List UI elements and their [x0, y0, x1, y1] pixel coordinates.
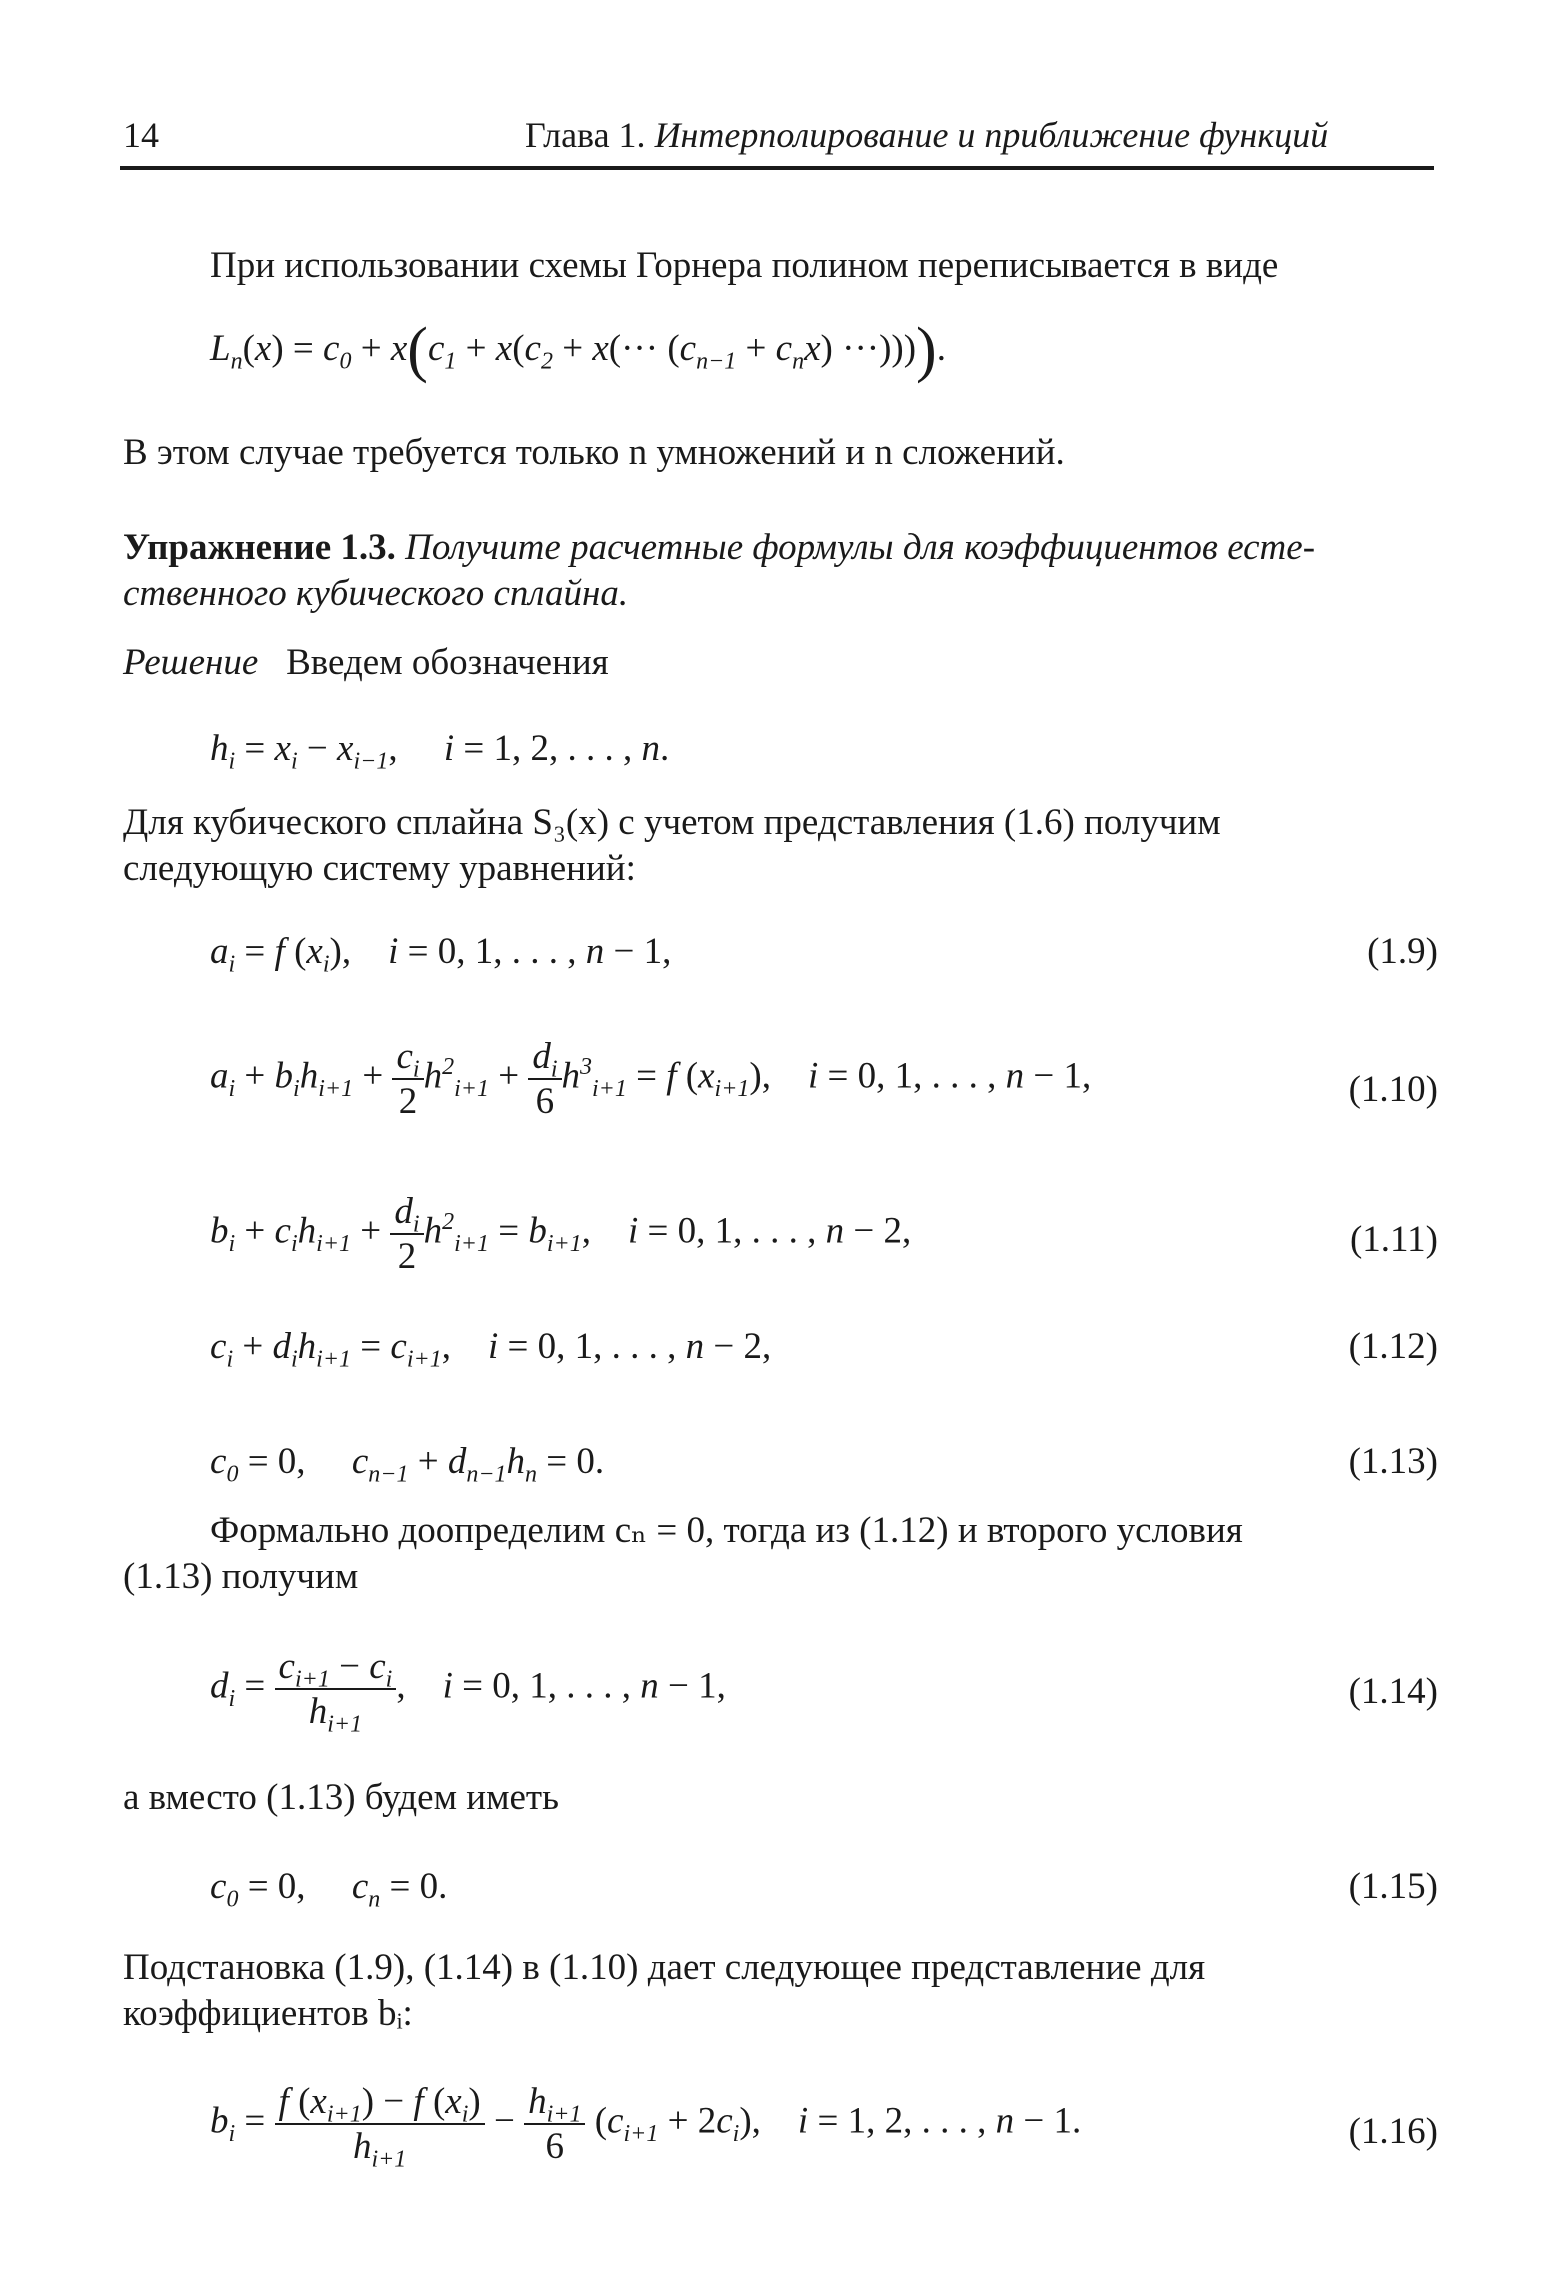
equation-number-1-14: (1.14): [1348, 1671, 1438, 1712]
equation-number-1-13: (1.13): [1348, 1441, 1438, 1482]
equation-1-12: $c_i + d_ih_{i+1} = c_{i+1}$, i = 0, 1, . . . , n − 2,: [210, 1326, 772, 1373]
equation-1-13: $c_0 = 0$, $c_{n-1} + d_{n-1}h_n = 0$.: [210, 1441, 605, 1488]
equation-h-definition: $h_i = x_i - x_{i-1}$, i = 1, 2, . . . , n.: [210, 728, 670, 775]
equation-1-14: $d_i$ = $\frac{c_{i+1} - c_i}{h_{i+1}}$ , i = 0, 1, . . . , n − 1,: [210, 1646, 726, 1738]
solution-label: Решение: [123, 642, 259, 683]
chapter-label: Глава 1.: [525, 115, 646, 155]
equation-1-9: $a_i = f$ $(x_i)$, i = 0, 1, . . . , n − 1,: [210, 931, 672, 978]
paragraph-horner: При использовании схемы Горнера полином переписывается в виде: [210, 245, 1279, 286]
paragraph-spline-1: Для кубического сплайна S₃(x) с учетом представления (1.6) получим: [123, 802, 1221, 843]
page-number: 14: [123, 115, 159, 155]
paragraph-instead: а вместо (1.13) будем иметь: [123, 1777, 559, 1818]
running-header: [525, 114, 1328, 156]
equation-number-1-11: (1.11): [1349, 1219, 1438, 1260]
equation-1-15: $c_0 = 0$, $c_n = 0$.: [210, 1866, 448, 1913]
paragraph-define-cn-2: (1.13) получим: [123, 1556, 359, 1597]
equation-horner: $L_n(x) = c_0 + x(c_1 + x(c_2 + x(\cdot\cdot\cdot (c_{n-1} + c_nx)$ ···)))).: [210, 316, 946, 384]
equation-1-16: $b_i$ = $\frac{f (x_{i+1}) - f (x_i)}{h_{i+1}}$ − $\frac{h_{i+1}}{6}$ $(c_{i+1} + 2c_i)$, i = 1, 2, . . . , n − 1.: [210, 2081, 1082, 2173]
paragraph-define-cn-1: Формально доопределим cₙ = 0, тогда из (1.12) и второго условия: [210, 1510, 1243, 1551]
equation-number-1-9: (1.9): [1367, 931, 1438, 972]
paragraph-substitution-2: коэффициентов bᵢ:: [123, 1993, 413, 2034]
exercise-line-1: [123, 525, 1315, 571]
equation-number-1-16: (1.16): [1348, 2111, 1438, 2152]
chapter-title: Интерполирование и приближение функций: [654, 115, 1329, 155]
exercise-text-2: ственного кубического сплайна.: [123, 573, 629, 614]
equation-number-1-10: (1.10): [1348, 1069, 1438, 1110]
paragraph-substitution-1: Подстановка (1.9), (1.14) в (1.10) дает следующее представление для: [123, 1947, 1206, 1988]
exercise-label: Упражнение 1.3.: [123, 527, 396, 568]
equation-1-11: $b_i + c_ih_{i+1}$ + $\frac{d_i}{2}$ $h^2_{i+1} = b_{i+1}$, i = 0, 1, . . . , n − 2,: [210, 1191, 912, 1277]
paragraph-operations: В этом случае требуется только n умножений и n сложений.: [123, 432, 1065, 473]
solution-text: Введем обозначения: [286, 642, 609, 683]
equation-number-1-12: (1.12): [1348, 1326, 1438, 1367]
header-rule: [120, 166, 1434, 170]
equation-1-10: $a_i + b_ih_{i+1}$ + $\frac{c_i}{2}$ $h^2_{i+1}$ + $\frac{d_i}{6}$ $h^3_{i+1} = f$ $(x_{i+1})$, i = 0, 1, . . . , n − 1,: [210, 1036, 1092, 1122]
equation-number-1-15: (1.15): [1348, 1866, 1438, 1907]
paragraph-spline-2: следующую систему уравнений:: [123, 848, 636, 889]
solution-line: [123, 640, 609, 686]
exercise-text-1: Получите расчетные формулы для коэффициентов есте-: [405, 527, 1316, 568]
